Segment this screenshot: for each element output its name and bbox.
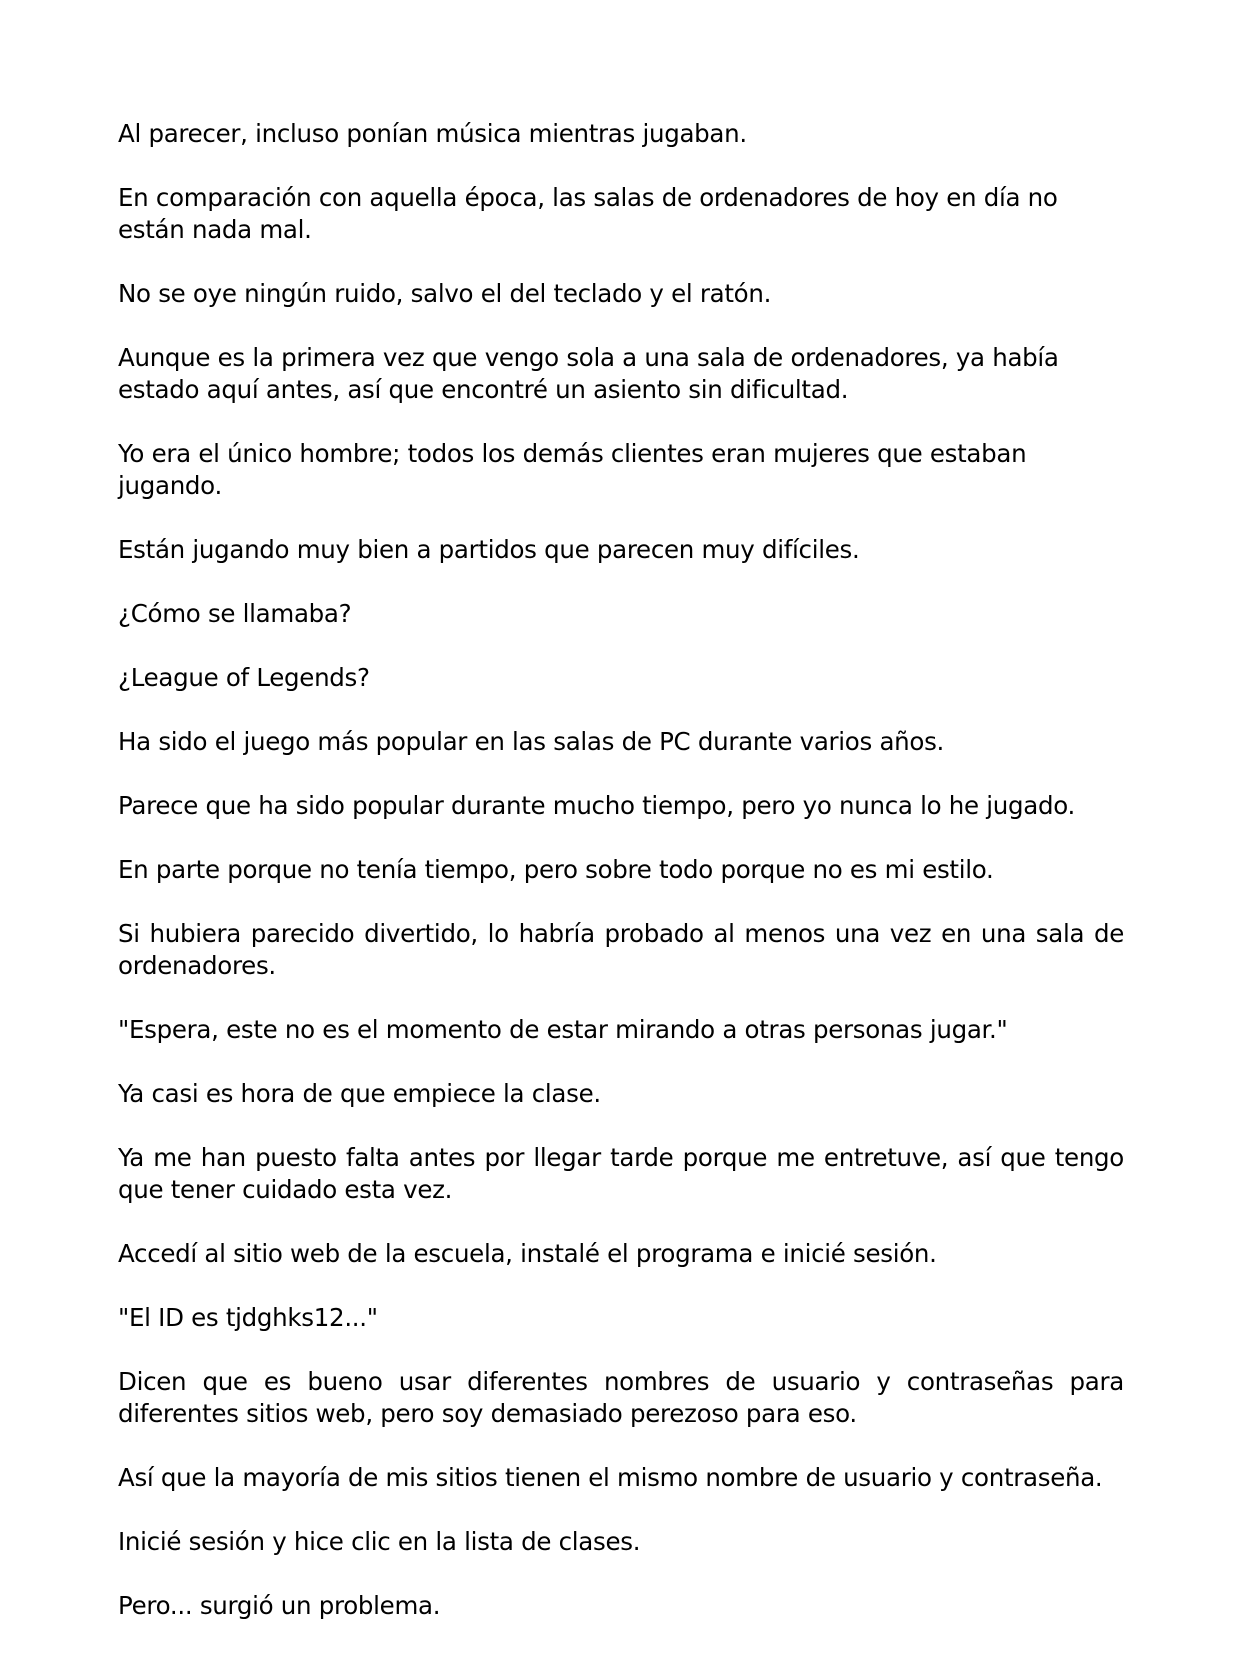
paragraph: Están jugando muy bien a partidos que parecen muy difíciles.	[118, 535, 860, 564]
paragraph: "El ID es tjdghks12..."	[118, 1303, 378, 1332]
paragraph: En parte porque no tenía tiempo, pero sobre todo porque no es mi estilo.	[118, 855, 994, 884]
paragraph: Ya me han puesto falta antes por llegar tarde porque me entretuve, así que tengo que tener cuidado esta vez.	[118, 1143, 1124, 1204]
paragraph: Aunque es la primera vez que vengo sola a una sala de ordenadores, ya había estado aquí antes, así que encontré un asiento sin dificultad.	[118, 343, 1059, 404]
document-page	[118, 118, 1124, 1654]
paragraph: Pero... surgió un problema.	[118, 1591, 441, 1620]
paragraph: Dicen que es bueno usar diferentes nombres de usuario y contraseñas para diferentes sitios web, pero soy demasiado perezoso para eso.	[118, 1367, 1124, 1428]
paragraph: No se oye ningún ruido, salvo el del teclado y el ratón.	[118, 279, 772, 308]
paragraph: Al parecer, incluso ponían música mientras jugaban.	[118, 119, 747, 148]
paragraph: Parece que ha sido popular durante mucho tiempo, pero yo nunca lo he jugado.	[118, 791, 1075, 820]
paragraph: Ya casi es hora de que empiece la clase.	[118, 1079, 601, 1108]
paragraph: Así que la mayoría de mis sitios tienen el mismo nombre de usuario y contraseña.	[118, 1463, 1103, 1492]
paragraph: Accedí al sitio web de la escuela, instalé el programa e inicié sesión.	[118, 1239, 937, 1268]
paragraph: En comparación con aquella época, las salas de ordenadores de hoy en día no están nada mal.	[118, 183, 1058, 244]
paragraph: ¿League of Legends?	[118, 663, 370, 692]
paragraph: Ha sido el juego más popular en las salas de PC durante varios años.	[118, 727, 945, 756]
paragraph: Yo era el único hombre; todos los demás clientes eran mujeres que estaban jugando.	[118, 439, 1027, 500]
paragraph: ¿Cómo se llamaba?	[118, 599, 352, 628]
paragraph: Inicié sesión y hice clic en la lista de clases.	[118, 1527, 641, 1556]
paragraph: "Espera, este no es el momento de estar mirando a otras personas jugar."	[118, 1015, 1008, 1044]
paragraph: Si hubiera parecido divertido, lo habría probado al menos una vez en una sala de ordenadores.	[118, 919, 1124, 980]
